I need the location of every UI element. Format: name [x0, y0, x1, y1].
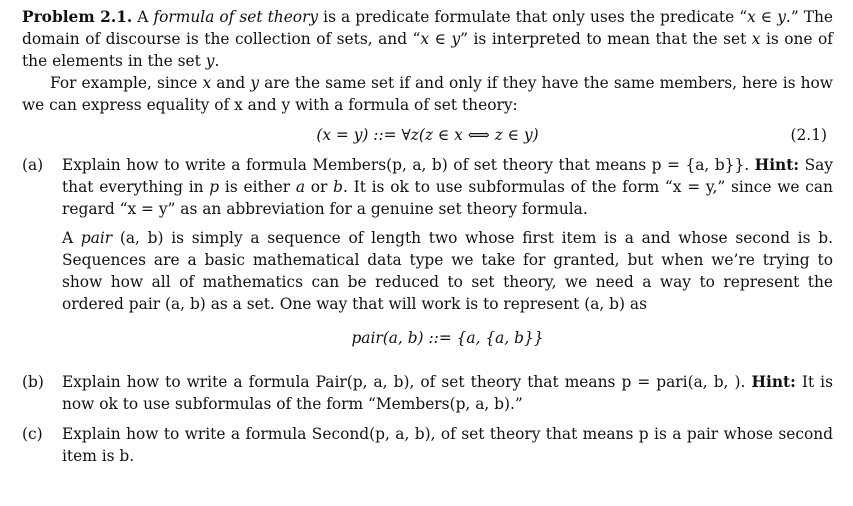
text: It is now ok to use subformulas of the form “Members(p, a, b).”	[62, 373, 833, 413]
part-b	[22, 371, 833, 415]
example-paragraph	[22, 72, 833, 116]
text: or	[310, 178, 328, 196]
math: x	[202, 74, 212, 92]
part-c-question: Explain how to write a formula Second(p, a, b), of set theory that means p is a pair whose second item is b.	[62, 425, 833, 465]
text: is either	[224, 178, 291, 196]
text: .	[214, 52, 220, 70]
term-pair: pair	[80, 229, 113, 247]
hint-label: Hint:	[751, 373, 796, 391]
text: A	[137, 8, 149, 26]
text: Explain how to write a formula Pair(p, a, b), of set theory that means p = pari(a, b, ).	[62, 373, 746, 391]
equation-number: (2.1)	[790, 126, 827, 144]
term-formula-of-set-theory: formula of set theory	[153, 8, 319, 26]
math: x ∈ y	[747, 8, 786, 26]
part-c	[22, 423, 833, 467]
text: is one of the elements in the set	[22, 30, 833, 70]
math: b	[333, 178, 343, 196]
math: x	[751, 30, 761, 48]
pair-paragraph	[62, 227, 833, 315]
math: x ∈ y	[420, 30, 461, 48]
equation-expression: (x = y) ::= ∀z(z ∈ x ⟺ z ∈ y)	[316, 126, 539, 144]
hint-label: Hint:	[754, 156, 800, 174]
text: is a predicate formulate that only uses the predicate “	[323, 8, 748, 26]
part-a-question	[62, 154, 833, 220]
text: .” The domain of discourse is the collection of sets, and “	[22, 8, 833, 48]
text: are the same set if and only if they have the same members, here is how we can express equality of x and y with a formula of set theory:	[22, 74, 833, 114]
part-a-label: (a)	[22, 156, 44, 174]
text: A	[62, 229, 74, 247]
text: Say that everything in	[62, 156, 833, 196]
math: y	[250, 74, 260, 92]
text: . It is ok to use subformulas of the form “x = y,” since we can regard “x = y” as an abbreviation for a genuine set theory formula.	[62, 178, 833, 218]
part-c-label: (c)	[22, 425, 43, 443]
text: ” is interpreted to mean that the set	[460, 30, 747, 48]
pair-definition: pair(a, b) ::= {a, {a, b}}	[351, 329, 544, 347]
part-a	[22, 154, 833, 363]
part-b-label: (b)	[22, 373, 44, 391]
part-b-question	[62, 371, 833, 415]
text: For example, since	[50, 74, 198, 92]
problem-paragraph	[22, 6, 833, 72]
text: and	[216, 74, 246, 92]
problem-heading: Problem 2.1.	[22, 8, 133, 26]
text: Explain how to write a formula Members(p, a, b) of set theory that means p = {a, b}}.	[62, 156, 750, 174]
math: a	[295, 178, 305, 196]
equation-2-1	[22, 124, 833, 146]
math: p	[209, 178, 220, 196]
math: y	[205, 52, 215, 70]
text: (a, b) is simply a sequence of length two whose first item is a and whose second is b. Sequences are a basic mathematical data type we take for granted, but when we’re trying to show how all of mathematics can be reduced to set theory, we need a way to represent the ordered pair (a, b) as a set. One way that will work is to represent (a, b) as	[62, 229, 833, 313]
